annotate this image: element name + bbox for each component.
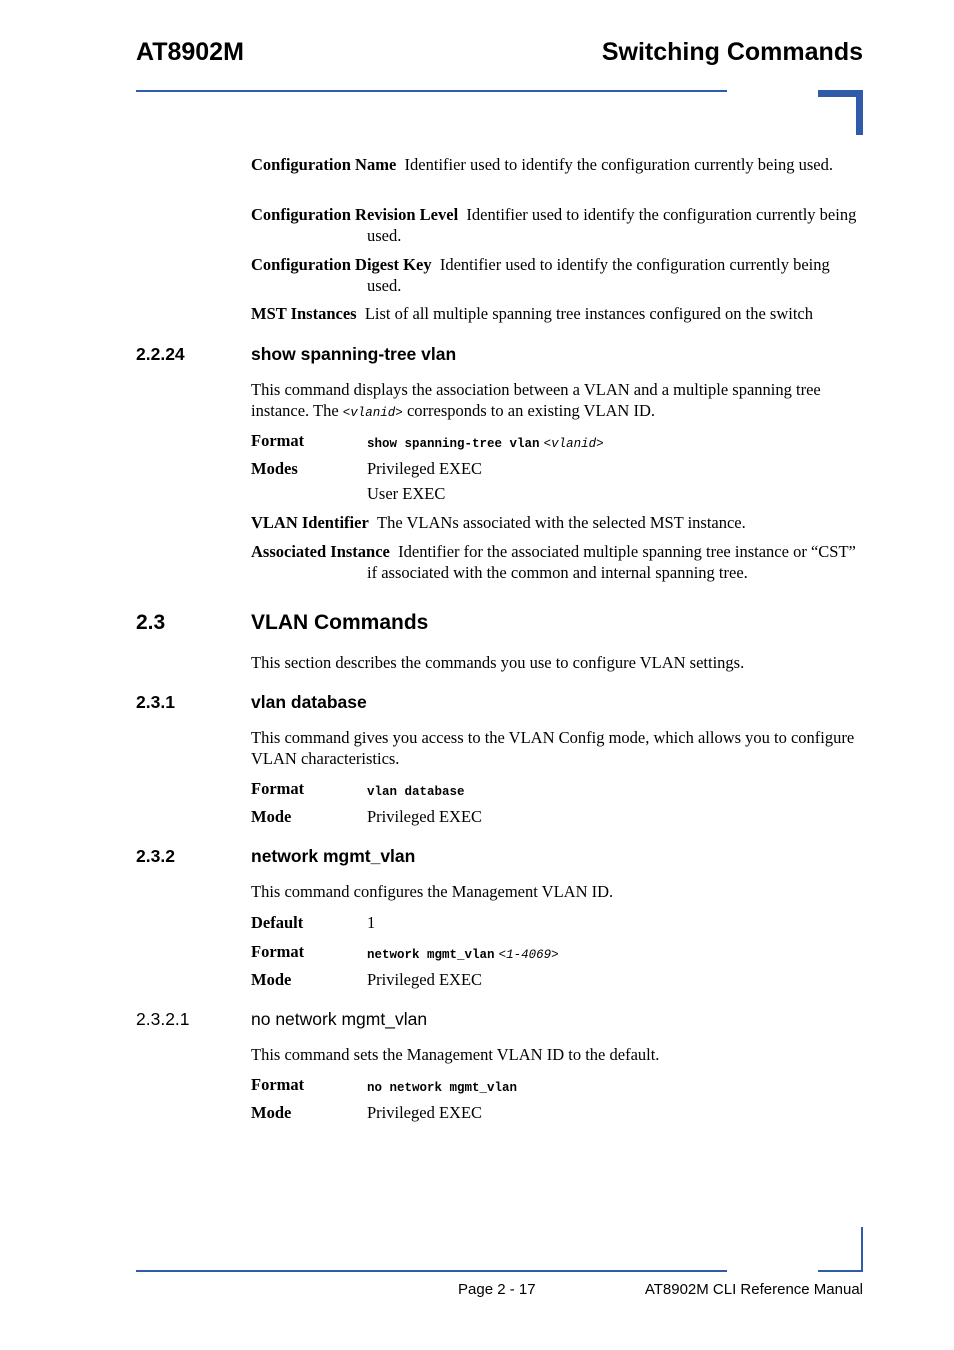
footer-rule	[136, 1270, 727, 1272]
section-number: 2.3.1	[136, 692, 175, 712]
chapter-section-title: VLAN Commands	[251, 611, 429, 634]
mode-value: Privileged EXEC	[367, 459, 483, 478]
paragraph-text: This command displays the association between a VLAN and a multiple spanning tree instance. The	[251, 380, 821, 420]
format-label: Format	[251, 942, 305, 961]
section-paragraph: This command gives you access to the VLAN Config mode, which allows you to configure VLAN characteristics.	[251, 728, 855, 768]
definition-text: Identifier used to identify the configuration currently being used.	[404, 155, 833, 174]
chapter-section-number: 2.3	[136, 611, 166, 634]
section-title: vlan database	[251, 692, 367, 712]
format-command	[367, 779, 465, 803]
definition-configuration-digest-key	[251, 254, 863, 296]
definition-text: Identifier for the associated multiple spanning tree instance or “CST” if associated with the common and internal spanning tree.	[367, 542, 856, 582]
section-paragraph: This command configures the Management VLAN ID.	[251, 882, 614, 901]
definition-text: Identifier used to identify the configuration currently being used.	[367, 205, 857, 245]
corner-mark-top	[818, 90, 863, 135]
header-chapter: Switching Commands	[601, 38, 863, 66]
command-argument: <vlanid>	[543, 437, 604, 451]
definition-text: The VLANs associated with the selected MST instance.	[377, 513, 746, 532]
section-number: 2.2.24	[136, 344, 185, 364]
definition-configuration-revision-level	[251, 204, 863, 246]
section-title: no network mgmt_vlan	[251, 1009, 428, 1029]
section-title: network mgmt_vlan	[251, 846, 416, 866]
definition-associated-instance	[251, 541, 863, 583]
mode-label: Mode	[251, 1103, 292, 1122]
inline-code: <vlanid>	[342, 406, 403, 420]
format-command	[367, 431, 604, 455]
format-label: Format	[251, 1075, 305, 1094]
default-label: Default	[251, 913, 304, 932]
definition-text: List of all multiple spanning tree instances configured on the switch	[364, 304, 813, 323]
footer-page-number: Page 2 - 17	[458, 1281, 536, 1298]
format-command	[367, 1075, 517, 1099]
section-number: 2.3.2.1	[136, 1009, 190, 1029]
definition-term: VLAN Identifier	[251, 513, 369, 532]
modes-label: Modes	[251, 459, 298, 478]
format-label: Format	[251, 779, 305, 798]
definition-term: Associated Instance	[251, 542, 390, 561]
header-product: AT8902M	[136, 38, 244, 66]
section-paragraph: This section describes the commands you use to configure VLAN settings.	[251, 653, 745, 672]
mode-value: Privileged EXEC	[367, 970, 483, 989]
definition-text: Identifier used to identify the configuration currently being used.	[367, 255, 830, 295]
command-text: vlan database	[367, 785, 465, 799]
command-text: network mgmt_vlan	[367, 948, 495, 962]
mode-value: Privileged EXEC	[367, 807, 483, 826]
command-argument: <1-4069>	[498, 948, 559, 962]
format-command	[367, 942, 559, 966]
mode-label: Mode	[251, 807, 292, 826]
footer-manual-title: AT8902M CLI Reference Manual	[644, 1281, 863, 1298]
definition-configuration-name	[251, 154, 863, 175]
mode-value: User EXEC	[367, 484, 446, 503]
section-paragraph	[251, 379, 863, 424]
default-value: 1	[367, 913, 376, 932]
mode-label: Mode	[251, 970, 292, 989]
section-number: 2.3.2	[136, 846, 175, 866]
corner-mark-bottom	[818, 1227, 863, 1272]
section-title: show spanning-tree vlan	[251, 344, 457, 364]
command-text: no network mgmt_vlan	[367, 1081, 518, 1095]
mode-value: Privileged EXEC	[367, 1103, 483, 1122]
definition-term: Configuration Digest Key	[251, 255, 432, 274]
section-paragraph: This command sets the Management VLAN ID to the default.	[251, 1045, 660, 1064]
definition-term: Configuration Revision Level	[251, 205, 459, 224]
format-label: Format	[251, 431, 305, 450]
paragraph-text: corresponds to an existing VLAN ID.	[402, 401, 656, 420]
definition-vlan-identifier	[251, 512, 863, 533]
command-text: show spanning-tree vlan	[367, 437, 540, 451]
header-rule	[136, 90, 727, 92]
definition-term: Configuration Name	[251, 155, 397, 174]
definition-mst-instances	[251, 303, 863, 324]
definition-term: MST Instances	[251, 304, 357, 323]
